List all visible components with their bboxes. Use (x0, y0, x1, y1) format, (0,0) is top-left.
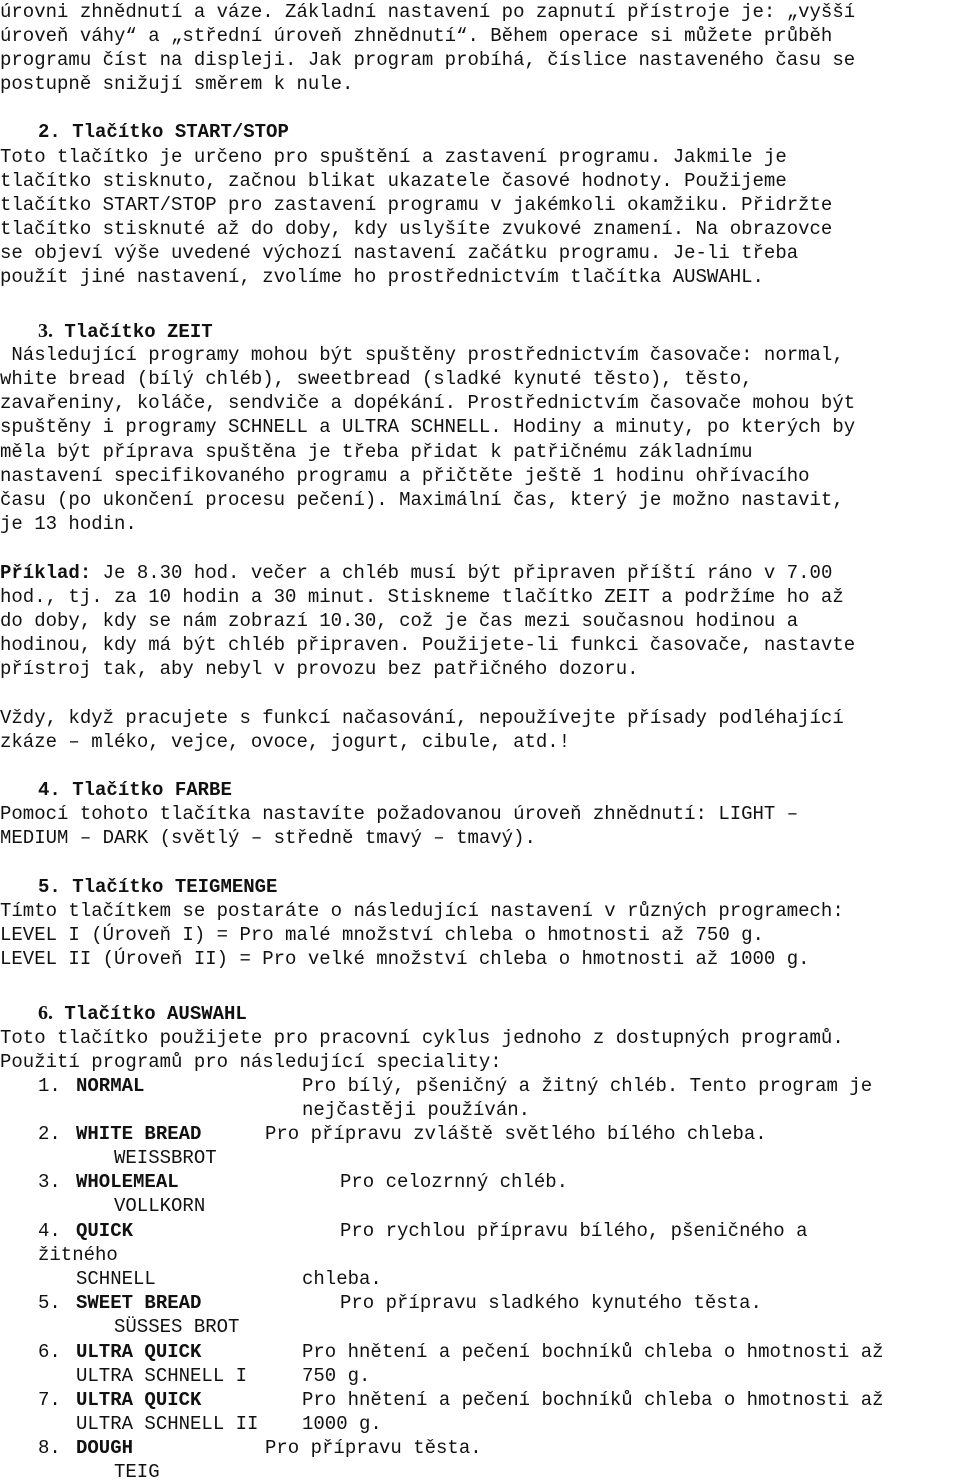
example-line: přístroj tak, aby nebyl v provozu bez patřičného dozoru. (0, 658, 639, 680)
program-alt-name: ULTRA SCHNELL II (76, 1413, 259, 1435)
program-number: 3. (38, 1171, 61, 1193)
program-name: WHOLEMEAL (76, 1171, 179, 1193)
program-description: Pro rychlou přípravu bílého, pšeničného a (340, 1220, 808, 1242)
program-number: 2. (38, 1123, 61, 1145)
section-2-line: se objeví výše uvedené výchozí nastavení začátku programu. Je-li třeba (0, 242, 799, 264)
program-description: chleba. (302, 1268, 382, 1290)
program-alt-name: SÜSSES BROT (114, 1316, 240, 1338)
section-number: 4. (38, 779, 61, 801)
section-3-line: nastavení specifikovaného programu a přičtěte ještě 1 hodinu ohřívacího (0, 465, 810, 487)
section-6-line: Toto tlačítko použijete pro pracovní cyklus jednoho z dostupných programů. (0, 1027, 844, 1049)
section-title: Tlačítko ZEIT (64, 321, 213, 343)
program-description: Pro přípravu sladkého kynutého těsta. (340, 1292, 762, 1314)
intro-line: programu číst na displeji. Jak program probíhá, číslice nastaveného času se (0, 49, 856, 71)
example-text: Je 8.30 hod. večer a chléb musí být připraven příští ráno v 7.00 (91, 562, 833, 584)
program-name: ULTRA QUICK (76, 1341, 202, 1363)
example-line: do doby, kdy se nám zobrazí 10.30, což je čas mezi současnou hodinou a (0, 610, 799, 632)
program-description: Pro přípravu těsta. (265, 1437, 482, 1459)
section-2-line: tlačítko START/STOP pro zastavení programu v jakémkoli okamžiku. Přidržte (0, 194, 833, 216)
program-description: Pro bílý, pšeničný a žitný chléb. Tento program je (302, 1075, 873, 1097)
example-line: hod., tj. za 10 hodin a 30 minut. Stiskneme tlačítko ZEIT a podržíme ho až (0, 586, 844, 608)
section-number: 6. (38, 1002, 53, 1024)
section-title: Tlačítko AUSWAHL (64, 1003, 247, 1025)
warning-line: zkáze – mléko, vejce, ovoce, jogurt, cibule, atd.! (0, 731, 571, 753)
section-3-line: měla být příprava spuštěna je třeba přidat k patřičnému základnímu (0, 441, 753, 463)
section-title: Tlačítko FARBE (72, 779, 232, 801)
example-line: hodinou, kdy má být chléb připraven. Použijete-li funkci časovače, nastavte (0, 634, 856, 656)
program-description: Pro hnětení a pečení bochníků chleba o hmotnosti až (302, 1389, 884, 1411)
program-alt-name: SCHNELL (76, 1268, 156, 1290)
section-6-heading (38, 1001, 247, 1025)
program-description: Pro přípravu zvláště světlého bílého chleba. (265, 1123, 767, 1145)
section-2-line: Toto tlačítko je určeno pro spuštění a zastavení programu. Jakmile je (0, 146, 787, 168)
intro-line: postupně snižují směrem k nule. (0, 73, 354, 95)
program-number: 1. (38, 1075, 61, 1097)
section-3-line: zavařeniny, koláče, sendviče a dopékání. Prostřednictvím časovače mohou být (0, 392, 856, 414)
program-description-wrap: žitného (38, 1244, 118, 1266)
program-name: DOUGH (76, 1437, 134, 1459)
section-4-line: Pomocí tohoto tlačítka nastavíte požadovanou úroveň zhnědnutí: LIGHT – (0, 803, 799, 825)
program-number: 6. (38, 1341, 61, 1363)
program-number: 4. (38, 1220, 61, 1242)
program-name: QUICK (76, 1220, 134, 1242)
program-alt-name: VOLLKORN (114, 1195, 206, 1217)
program-name: NORMAL (76, 1075, 145, 1097)
warning-line: Vždy, když pracujete s funkcí načasování, nepoužívejte přísady podléhající (0, 707, 844, 729)
example-line (0, 561, 832, 585)
program-number: 7. (38, 1389, 61, 1411)
section-5-line: LEVEL I (Úroveň I) = Pro malé množství chleba o hmotnosti až 750 g. (0, 924, 764, 946)
section-5-line: LEVEL II (Úroveň II) = Pro velké množství chleba o hmotnosti až 1000 g. (0, 948, 810, 970)
program-name: ULTRA QUICK (76, 1389, 202, 1411)
section-number: 3. (38, 320, 53, 342)
section-5-heading (38, 875, 277, 899)
program-alt-name: WEISSBROT (114, 1147, 217, 1169)
intro-line: úroveň váhy“ a „střední úroveň zhnědnutí“. Během operace si můžete průběh (0, 25, 833, 47)
section-3-line: je 13 hodin. (0, 513, 137, 535)
section-5-line: Tímto tlačítkem se postaráte o následující nastavení v různých programech: (0, 900, 844, 922)
example-label: Příklad: (0, 562, 92, 584)
program-alt-name: TEIG (114, 1461, 160, 1483)
section-2-line: tlačítko stisknuto, začnou blikat ukazatele časové hodnoty. Použijeme (0, 170, 787, 192)
program-description: 750 g. (302, 1365, 371, 1387)
section-2-line: tlačítko stisknuté až do doby, kdy uslyšíte zvukové znamení. Na obrazovce (0, 218, 833, 240)
program-alt-name: ULTRA SCHNELL I (76, 1365, 248, 1387)
program-description: Pro celozrnný chléb. (340, 1171, 569, 1193)
program-name: SWEET BREAD (76, 1292, 202, 1314)
section-title: Tlačítko TEIGMENGE (72, 876, 278, 898)
section-3-heading (38, 319, 213, 343)
program-description: Pro hnětení a pečení bochníků chleba o hmotnosti až (302, 1341, 884, 1363)
section-title: Tlačítko START/STOP (72, 121, 289, 143)
intro-line: úrovni zhnědnutí a váze. Základní nastavení po zapnutí přístroje je: „vyšší (0, 1, 856, 23)
section-2-heading (38, 120, 289, 144)
section-6-line: Použití programů pro následující speciality: (0, 1051, 502, 1073)
section-2-line: použít jiné nastavení, zvolíme ho prostřednictvím tlačítka AUSWAHL. (0, 266, 764, 288)
section-3-line: času (po ukončení procesu pečení). Maximální čas, který je možno nastavit, (0, 489, 844, 511)
section-3-line: Následující programy mohou být spuštěny prostřednictvím časovače: normal, (0, 344, 844, 366)
program-description: nejčastěji používán. (302, 1099, 531, 1121)
program-name: WHITE BREAD (76, 1123, 202, 1145)
program-description: 1000 g. (302, 1413, 382, 1435)
section-number: 5. (38, 876, 61, 898)
section-3-line: spuštěny i programy SCHNELL a ULTRA SCHNELL. Hodiny a minuty, po kterých by (0, 416, 856, 438)
section-4-line: MEDIUM – DARK (světlý – středně tmavý – tmavý). (0, 827, 536, 849)
section-number: 2. (38, 121, 61, 143)
section-3-line: white bread (bílý chléb), sweetbread (sladké kynuté těsto), těsto, (0, 368, 753, 390)
program-number: 8. (38, 1437, 61, 1459)
program-number: 5. (38, 1292, 61, 1314)
section-4-heading (38, 778, 232, 802)
